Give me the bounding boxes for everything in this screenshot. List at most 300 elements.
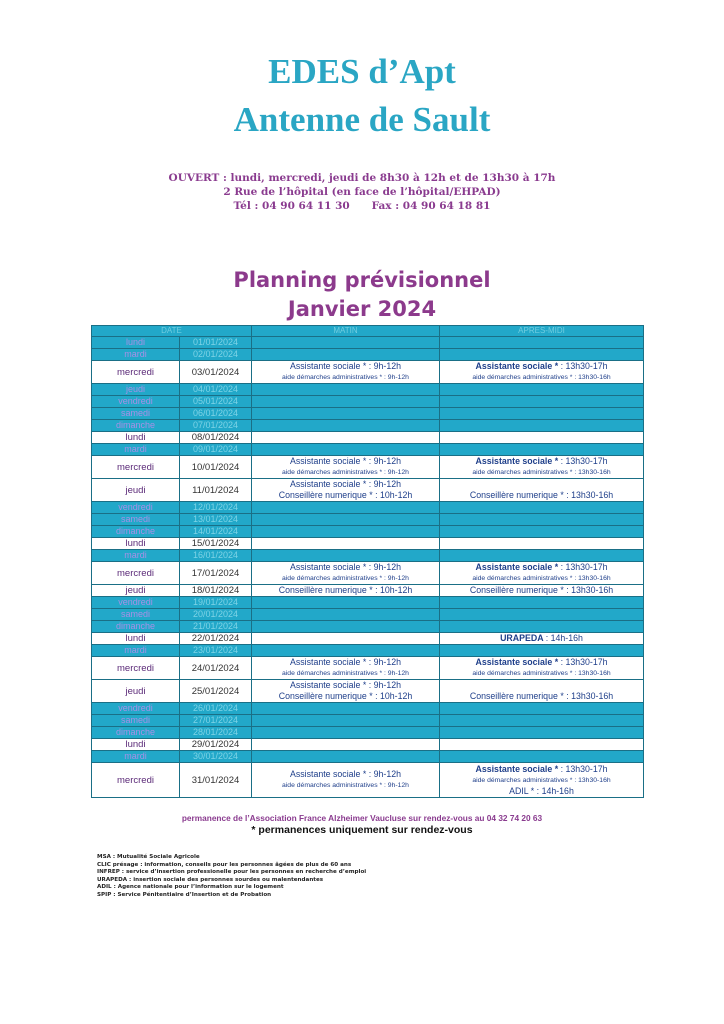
date-cell: 01/01/2024 (180, 337, 252, 349)
service-entry (252, 769, 439, 780)
service-time: 9h-12h (373, 361, 402, 371)
schedule-row (92, 420, 644, 432)
date-cell: 24/01/2024 (180, 657, 252, 680)
morning-cell (252, 562, 440, 585)
morning-cell (252, 396, 440, 408)
appointment-star: * (552, 562, 561, 572)
schedule-row (92, 349, 644, 361)
date-cell: 28/01/2024 (180, 727, 252, 739)
date-cell: 31/01/2024 (180, 763, 252, 798)
date-cell: 29/01/2024 (180, 739, 252, 751)
schedule-row (92, 751, 644, 763)
service-entry (440, 562, 643, 573)
morning-cell (252, 456, 440, 479)
day-cell: jeudi (92, 384, 180, 396)
morning-cell (252, 739, 440, 751)
appointment-star: * (567, 575, 575, 582)
appointment-star: * (567, 776, 575, 784)
day-cell: mercredi (92, 657, 180, 680)
appointment-star: * (366, 490, 376, 500)
day-cell: mardi (92, 444, 180, 456)
day-cell: mercredi (92, 361, 180, 384)
afternoon-cell (440, 444, 644, 456)
time-separator: : (368, 479, 374, 489)
service-label: aide démarches administratives (282, 374, 378, 381)
date-cell: 21/01/2024 (180, 621, 252, 633)
appointment-star: * (528, 785, 537, 796)
appointment-star: * (557, 490, 567, 500)
service-time: 9h-12h (373, 479, 402, 489)
day-cell: dimanche (92, 420, 180, 432)
appointment-star: * (377, 374, 385, 381)
table-header-row (92, 326, 644, 337)
day-cell: mardi (92, 550, 180, 562)
service-label: Assistante sociale (475, 763, 553, 774)
afternoon-cell (440, 361, 644, 384)
time-separator: : (566, 585, 572, 595)
service-entry (252, 479, 439, 490)
service-time: 13h30-17h (565, 657, 608, 667)
service-time: 14h-16h (541, 785, 574, 796)
afternoon-cell (440, 432, 644, 444)
appointment-star: * (567, 670, 575, 677)
day-cell: lundi (92, 337, 180, 349)
schedule-row (92, 408, 644, 420)
service-time: 9h-12h (373, 769, 402, 779)
time-separator: : (368, 456, 374, 466)
time-separator: : (560, 456, 566, 466)
afternoon-cell (440, 763, 644, 798)
appointment-star: * (567, 374, 575, 381)
morning-cell (252, 751, 440, 763)
afternoon-cell (440, 337, 644, 349)
time-separator: : (574, 670, 579, 677)
day-cell: lundi (92, 739, 180, 751)
day-cell: dimanche (92, 621, 180, 633)
service-time: 13h30-16h (578, 469, 611, 476)
day-cell: samedi (92, 715, 180, 727)
service-entry (252, 585, 439, 596)
service-time: 13h30-16h (571, 490, 614, 500)
schedule-row (92, 538, 644, 550)
service-label: Conseillère numerique (278, 585, 367, 595)
glossary-item-clic: CLIC présage : information, conseils pour les personnes âgées de plus de 60 ans (97, 861, 352, 868)
schedule-row (92, 562, 644, 585)
time-separator: : (384, 782, 388, 789)
service-time: 13h30-16h (571, 691, 614, 701)
appointment-star: * (557, 691, 567, 701)
service-label: aide démarches administratives (472, 670, 568, 677)
service-time: 13h30-17h (565, 763, 608, 774)
morning-cell (252, 349, 440, 361)
service-entry (440, 585, 643, 596)
date-cell: 08/01/2024 (180, 432, 252, 444)
appointment-star: * (366, 585, 376, 595)
day-cell: samedi (92, 408, 180, 420)
service-entry (252, 573, 439, 584)
service-label: aide démarches administratives (472, 776, 568, 784)
afternoon-cell (440, 739, 644, 751)
day-cell: lundi (92, 538, 180, 550)
date-cell: 04/01/2024 (180, 384, 252, 396)
morning-cell (252, 514, 440, 526)
service-label: Assistante sociale (289, 680, 361, 690)
service-label: Conseillère numerique (469, 691, 558, 701)
morning-cell (252, 502, 440, 514)
time-separator: : (375, 585, 380, 595)
schedule-row (92, 384, 644, 396)
day-cell: jeudi (92, 585, 180, 597)
date-cell: 19/01/2024 (180, 597, 252, 609)
schedule-body (92, 337, 644, 798)
afternoon-cell (440, 562, 644, 585)
service-entry (440, 775, 643, 786)
alzheimer-note: permanence de l’Association France Alzheimer Vaucluse sur rendez-vous au 04 32 74 20 63 (181, 813, 543, 823)
service-time: 9h-12h (387, 575, 409, 582)
service-entry (440, 691, 643, 702)
afternoon-cell (440, 384, 644, 396)
schedule-row (92, 633, 644, 645)
header-afternoon: APRES-MIDI (440, 326, 644, 337)
service-time: 13h30-17h (565, 361, 608, 371)
date-cell: 11/01/2024 (180, 479, 252, 502)
planning-month: Janvier 2024 (287, 297, 437, 321)
day-cell: jeudi (92, 680, 180, 703)
date-cell: 06/01/2024 (180, 408, 252, 420)
afternoon-cell (440, 420, 644, 432)
morning-cell (252, 585, 440, 597)
schedule-row (92, 396, 644, 408)
service-label: Assistante sociale (289, 456, 361, 466)
schedule-row (92, 337, 644, 349)
service-entry (252, 361, 439, 372)
service-label: URAPEDA (500, 633, 544, 643)
service-label: Assistante sociale (475, 657, 553, 667)
appointment-star: * (360, 562, 369, 572)
afternoon-cell (440, 396, 644, 408)
appointment-star: * (360, 769, 369, 779)
date-cell: 13/01/2024 (180, 514, 252, 526)
service-time: 13h30-17h (565, 562, 608, 572)
morning-cell (252, 538, 440, 550)
service-label: aide démarches administratives (282, 469, 378, 476)
appointment-star: * (360, 361, 369, 371)
date-cell: 02/01/2024 (180, 349, 252, 361)
service-label: Assistante sociale (289, 562, 361, 572)
document-title-line1: EDES d’Apt (268, 52, 456, 91)
service-time: 9h-12h (373, 657, 402, 667)
appointment-star: * (552, 763, 561, 774)
time-separator: : (384, 374, 388, 381)
service-time: 13h30-16h (578, 374, 611, 381)
day-cell: samedi (92, 609, 180, 621)
service-entry (440, 680, 643, 691)
afternoon-cell (440, 621, 644, 633)
afternoon-cell (440, 751, 644, 763)
service-label: Assistante sociale (289, 361, 361, 371)
service-time: 9h-12h (387, 670, 409, 677)
service-entry (252, 490, 439, 501)
schedule-row (92, 432, 644, 444)
date-cell: 05/01/2024 (180, 396, 252, 408)
appointment-star: * (377, 782, 385, 789)
service-entry (440, 786, 643, 797)
schedule-row (92, 456, 644, 479)
morning-cell (252, 361, 440, 384)
appointment-star: * (360, 456, 369, 466)
appointment-star: * (360, 680, 369, 690)
glossary-item-adil: ADIL : Agence nationale pour l’information sur le logement (97, 884, 284, 890)
service-entry (440, 668, 643, 679)
service-entry (440, 573, 643, 584)
time-separator: : (566, 490, 572, 500)
afternoon-cell (440, 703, 644, 715)
date-cell: 30/01/2024 (180, 751, 252, 763)
afternoon-cell (440, 585, 644, 597)
service-time: 13h30-16h (578, 670, 611, 677)
service-entry (440, 479, 643, 490)
afternoon-cell (440, 680, 644, 703)
afternoon-cell (440, 715, 644, 727)
morning-cell (252, 680, 440, 703)
glossary (97, 854, 597, 899)
appointment-star: * (366, 691, 376, 701)
date-cell: 26/01/2024 (180, 703, 252, 715)
time-separator: : (560, 657, 566, 667)
afternoon-cell (440, 597, 644, 609)
schedule-table (91, 325, 644, 798)
glossary-item-spip: SPIP : Service Pénitentiaire d’Insertion et de Probation (97, 891, 272, 898)
morning-cell (252, 526, 440, 538)
date-cell: 10/01/2024 (180, 456, 252, 479)
time-separator: : (368, 657, 374, 667)
day-cell: mardi (92, 645, 180, 657)
document-title-line2: Antenne de Sault (233, 100, 491, 139)
afternoon-cell (440, 456, 644, 479)
appointment-star: * (360, 479, 369, 489)
glossary-item-urapeda: URAPEDA : insertion sociale des personnes sourdes ou malentendantes (97, 876, 324, 883)
morning-cell (252, 597, 440, 609)
service-entry (252, 467, 439, 478)
morning-cell (252, 609, 440, 621)
morning-cell (252, 479, 440, 502)
morning-cell (252, 550, 440, 562)
afternoon-cell (440, 514, 644, 526)
morning-cell (252, 444, 440, 456)
schedule-row (92, 763, 644, 798)
schedule-row (92, 550, 644, 562)
schedule-row (92, 479, 644, 502)
day-cell: vendredi (92, 396, 180, 408)
service-entry (440, 456, 643, 467)
service-entry (252, 668, 439, 679)
day-cell: dimanche (92, 526, 180, 538)
appointment-star: * (377, 575, 385, 582)
service-time: 9h-12h (387, 469, 409, 476)
time-separator: : (375, 490, 380, 500)
afternoon-cell (440, 479, 644, 502)
appointment-star: * (552, 657, 561, 667)
service-entry (252, 680, 439, 691)
header-morning: MATIN (252, 326, 440, 337)
date-cell: 22/01/2024 (180, 633, 252, 645)
service-entry (440, 657, 643, 668)
schedule-row (92, 502, 644, 514)
day-cell: jeudi (92, 479, 180, 502)
service-time: 13h30-17h (565, 456, 608, 466)
day-cell: vendredi (92, 703, 180, 715)
service-time: 10h-12h (379, 691, 413, 701)
service-label: Assistante sociale (475, 361, 553, 371)
service-time: 13h30-16h (571, 585, 614, 595)
morning-cell (252, 420, 440, 432)
schedule-row (92, 657, 644, 680)
morning-cell (252, 337, 440, 349)
date-cell: 25/01/2024 (180, 680, 252, 703)
time-separator: : (560, 763, 566, 774)
time-separator: : (536, 785, 542, 796)
day-cell: mardi (92, 751, 180, 763)
schedule-row (92, 514, 644, 526)
service-label: aide démarches administratives (472, 469, 568, 476)
day-cell: mercredi (92, 456, 180, 479)
day-cell: lundi (92, 432, 180, 444)
day-cell: dimanche (92, 727, 180, 739)
service-label: Conseillère numerique (469, 490, 558, 500)
morning-cell (252, 763, 440, 798)
morning-cell (252, 645, 440, 657)
afternoon-cell (440, 609, 644, 621)
time-separator: : (574, 575, 579, 582)
service-label: Assistante sociale (289, 479, 361, 489)
service-entry (252, 691, 439, 702)
service-label: ADIL (509, 785, 529, 796)
schedule-row (92, 597, 644, 609)
afternoon-cell (440, 633, 644, 645)
service-label: aide démarches administratives (282, 782, 378, 789)
schedule-row (92, 645, 644, 657)
service-time: 10h-12h (379, 490, 413, 500)
morning-cell (252, 408, 440, 420)
morning-cell (252, 657, 440, 680)
service-time: 13h30-16h (578, 776, 611, 784)
appointment-star: * (377, 670, 385, 677)
planning-title: Planning prévisionnel (233, 268, 491, 292)
day-cell: vendredi (92, 502, 180, 514)
schedule-row (92, 715, 644, 727)
morning-cell (252, 621, 440, 633)
service-time: 9h-12h (373, 456, 402, 466)
morning-cell (252, 715, 440, 727)
day-cell: mercredi (92, 562, 180, 585)
date-cell: 23/01/2024 (180, 645, 252, 657)
time-separator: : (384, 575, 388, 582)
appointment-star: * (377, 469, 385, 476)
service-label: aide démarches administratives (472, 374, 568, 381)
service-label: aide démarches administratives (282, 575, 378, 582)
date-cell: 09/01/2024 (180, 444, 252, 456)
time-separator: : (368, 680, 374, 690)
date-cell: 20/01/2024 (180, 609, 252, 621)
schedule-row (92, 609, 644, 621)
appointment-star: * (567, 469, 575, 476)
schedule-row (92, 680, 644, 703)
service-entry (252, 562, 439, 573)
date-cell: 03/01/2024 (180, 361, 252, 384)
date-cell: 16/01/2024 (180, 550, 252, 562)
phone-fax: Tél : 04 90 64 11 30 Fax : 04 90 64 18 81 (233, 200, 491, 212)
service-time: 10h-12h (379, 585, 413, 595)
service-label: Assistante sociale (289, 769, 361, 779)
service-label: Assistante sociale (475, 562, 553, 572)
service-time: 14h-16h (550, 633, 583, 643)
service-entry (440, 764, 643, 775)
service-label: Conseillère numerique (278, 691, 367, 701)
afternoon-cell (440, 645, 644, 657)
time-separator: : (384, 469, 388, 476)
time-separator: : (574, 374, 579, 381)
schedule-row (92, 526, 644, 538)
morning-cell (252, 432, 440, 444)
date-cell: 12/01/2024 (180, 502, 252, 514)
service-entry (440, 467, 643, 478)
time-separator: : (574, 469, 579, 476)
schedule-row (92, 361, 644, 384)
morning-cell (252, 633, 440, 645)
time-separator: : (375, 691, 380, 701)
time-separator: : (368, 361, 374, 371)
morning-cell (252, 384, 440, 396)
opening-hours: OUVERT : lundi, mercredi, jeudi de 8h30 à 12h et de 13h30 à 17h (168, 172, 556, 184)
time-separator: : (566, 691, 572, 701)
service-label: Assistante sociale (289, 657, 361, 667)
date-cell: 14/01/2024 (180, 526, 252, 538)
service-entry (252, 372, 439, 383)
afternoon-cell (440, 657, 644, 680)
afternoon-cell (440, 550, 644, 562)
appointment-star: * (557, 585, 567, 595)
schedule-row (92, 739, 644, 751)
service-label: aide démarches administratives (472, 575, 568, 582)
service-label: Conseillère numerique (469, 585, 558, 595)
date-cell: 15/01/2024 (180, 538, 252, 550)
service-label: aide démarches administratives (282, 670, 378, 677)
date-cell: 27/01/2024 (180, 715, 252, 727)
time-separator: : (368, 562, 374, 572)
afternoon-cell (440, 538, 644, 550)
service-entry (440, 633, 643, 644)
service-label: Assistante sociale (475, 456, 553, 466)
appointment-star: * (360, 657, 369, 667)
afternoon-cell (440, 349, 644, 361)
date-cell: 17/01/2024 (180, 562, 252, 585)
afternoon-cell (440, 502, 644, 514)
schedule-row (92, 703, 644, 715)
day-cell: mercredi (92, 763, 180, 798)
service-time: 9h-12h (387, 374, 409, 381)
day-cell: vendredi (92, 597, 180, 609)
header-date: DATE (92, 326, 252, 337)
service-entry (252, 657, 439, 668)
date-cell: 18/01/2024 (180, 585, 252, 597)
time-separator: : (560, 562, 566, 572)
date-cell: 07/01/2024 (180, 420, 252, 432)
appointment-star: * (552, 361, 561, 371)
schedule-row (92, 444, 644, 456)
afternoon-cell (440, 526, 644, 538)
time-separator: : (368, 769, 374, 779)
service-label: Conseillère numerique (278, 490, 367, 500)
